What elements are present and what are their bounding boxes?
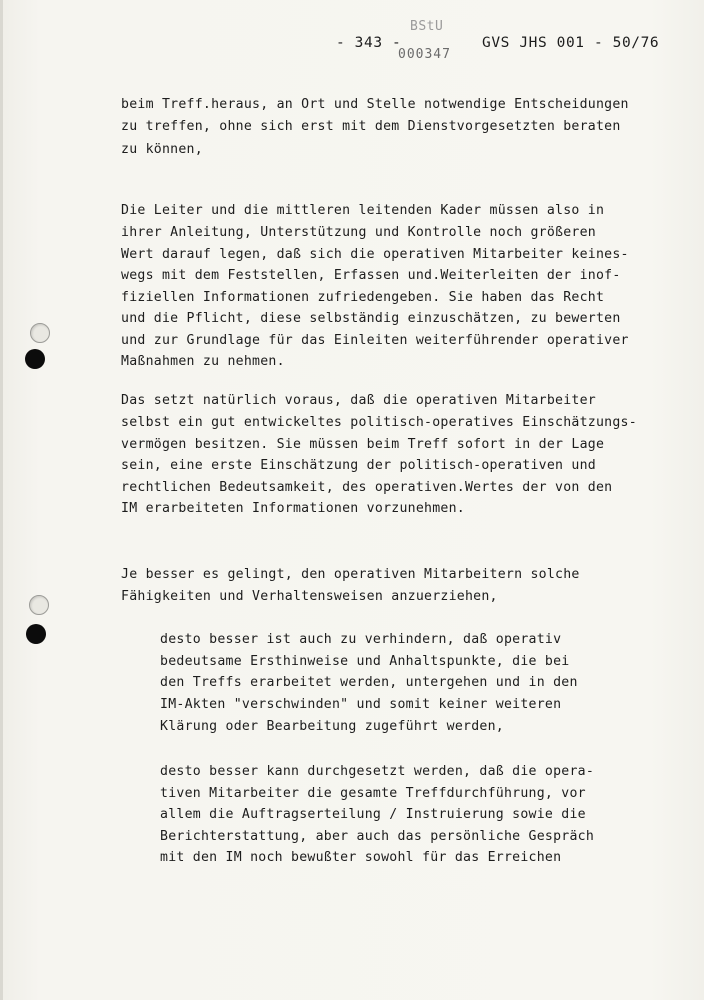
text-line: Maßnahmen zu nehmen. — [121, 354, 285, 369]
classification-code: GVS JHS 001 - 50/76 — [482, 35, 660, 51]
text-line: den Treffs erarbeitet werden, untergehen und in den — [160, 675, 578, 690]
text-line: wegs mit dem Feststellen, Erfassen und.Weiterleiten der inof- — [121, 268, 621, 283]
text-line: Das setzt natürlich voraus, daß die operativen Mitarbeiter — [121, 393, 596, 408]
text-line: zu können, — [121, 142, 203, 157]
punch-hole-dark — [25, 349, 45, 369]
text-line: ihrer Anleitung, Unterstützung und Kontrolle noch größeren — [121, 225, 596, 240]
text-line: IM-Akten "verschwinden" und somit keiner weiteren — [160, 697, 562, 712]
text-line: zu treffen, ohne sich erst mit dem Dienstvorgesetzten beraten — [121, 119, 621, 134]
text-line: bedeutsame Ersthinweise und Anhaltspunkte, die bei — [160, 654, 570, 669]
text-line: selbst ein gut entwickeltes politisch-operatives Einschätzungs- — [121, 415, 637, 430]
punch-hole — [29, 595, 49, 615]
archive-stamp-number: 000347 — [398, 47, 451, 62]
archive-stamp-label: BStU — [410, 19, 444, 34]
text-line: allem die Auftragserteilung / Instruierung sowie die — [160, 807, 586, 822]
text-line: desto besser kann durchgesetzt werden, daß die opera- — [160, 764, 595, 779]
text-line: vermögen besitzen. Sie müssen beim Treff sofort in der Lage — [121, 437, 605, 452]
text-line: IM erarbeiteten Informationen vorzunehmen. — [121, 501, 465, 516]
text-line: Wert darauf legen, daß sich die operativen Mitarbeiter keines- — [121, 247, 629, 262]
text-line: Berichterstattung, aber auch das persönliche Gespräch — [160, 829, 595, 844]
text-line: Die Leiter und die mittleren leitenden Kader müssen also in — [121, 203, 605, 218]
text-line: fiziellen Informationen zufriedengeben. Sie haben das Recht — [121, 290, 605, 305]
text-line: Je besser es gelingt, den operativen Mitarbeitern solche — [121, 567, 580, 582]
text-line: desto besser ist auch zu verhindern, daß operativ — [160, 632, 562, 647]
text-line: sein, eine erste Einschätzung der politisch-operativen und — [121, 458, 596, 473]
text-line: beim Treff.heraus, an Ort und Stelle notwendige Entscheidungen — [121, 97, 629, 112]
text-line: Klärung oder Bearbeitung zugeführt werden, — [160, 719, 504, 734]
text-line: rechtlichen Bedeutsamkeit, des operativen.Wertes der von den — [121, 480, 613, 495]
text-line: mit den IM noch bewußter sowohl für das Erreichen — [160, 850, 562, 865]
punch-hole — [30, 323, 50, 343]
page-number: - 343 - — [336, 35, 402, 51]
punch-hole-dark — [26, 624, 46, 644]
text-line: und die Pflicht, diese selbständig einzuschätzen, zu bewerten — [121, 311, 621, 326]
text-line: und zur Grundlage für das Einleiten weiterführender operativer — [121, 333, 629, 348]
text-line: tiven Mitarbeiter die gesamte Treffdurchführung, vor — [160, 786, 586, 801]
page-edge — [0, 0, 3, 1000]
text-line: Fähigkeiten und Verhaltensweisen anzuerziehen, — [121, 589, 498, 604]
